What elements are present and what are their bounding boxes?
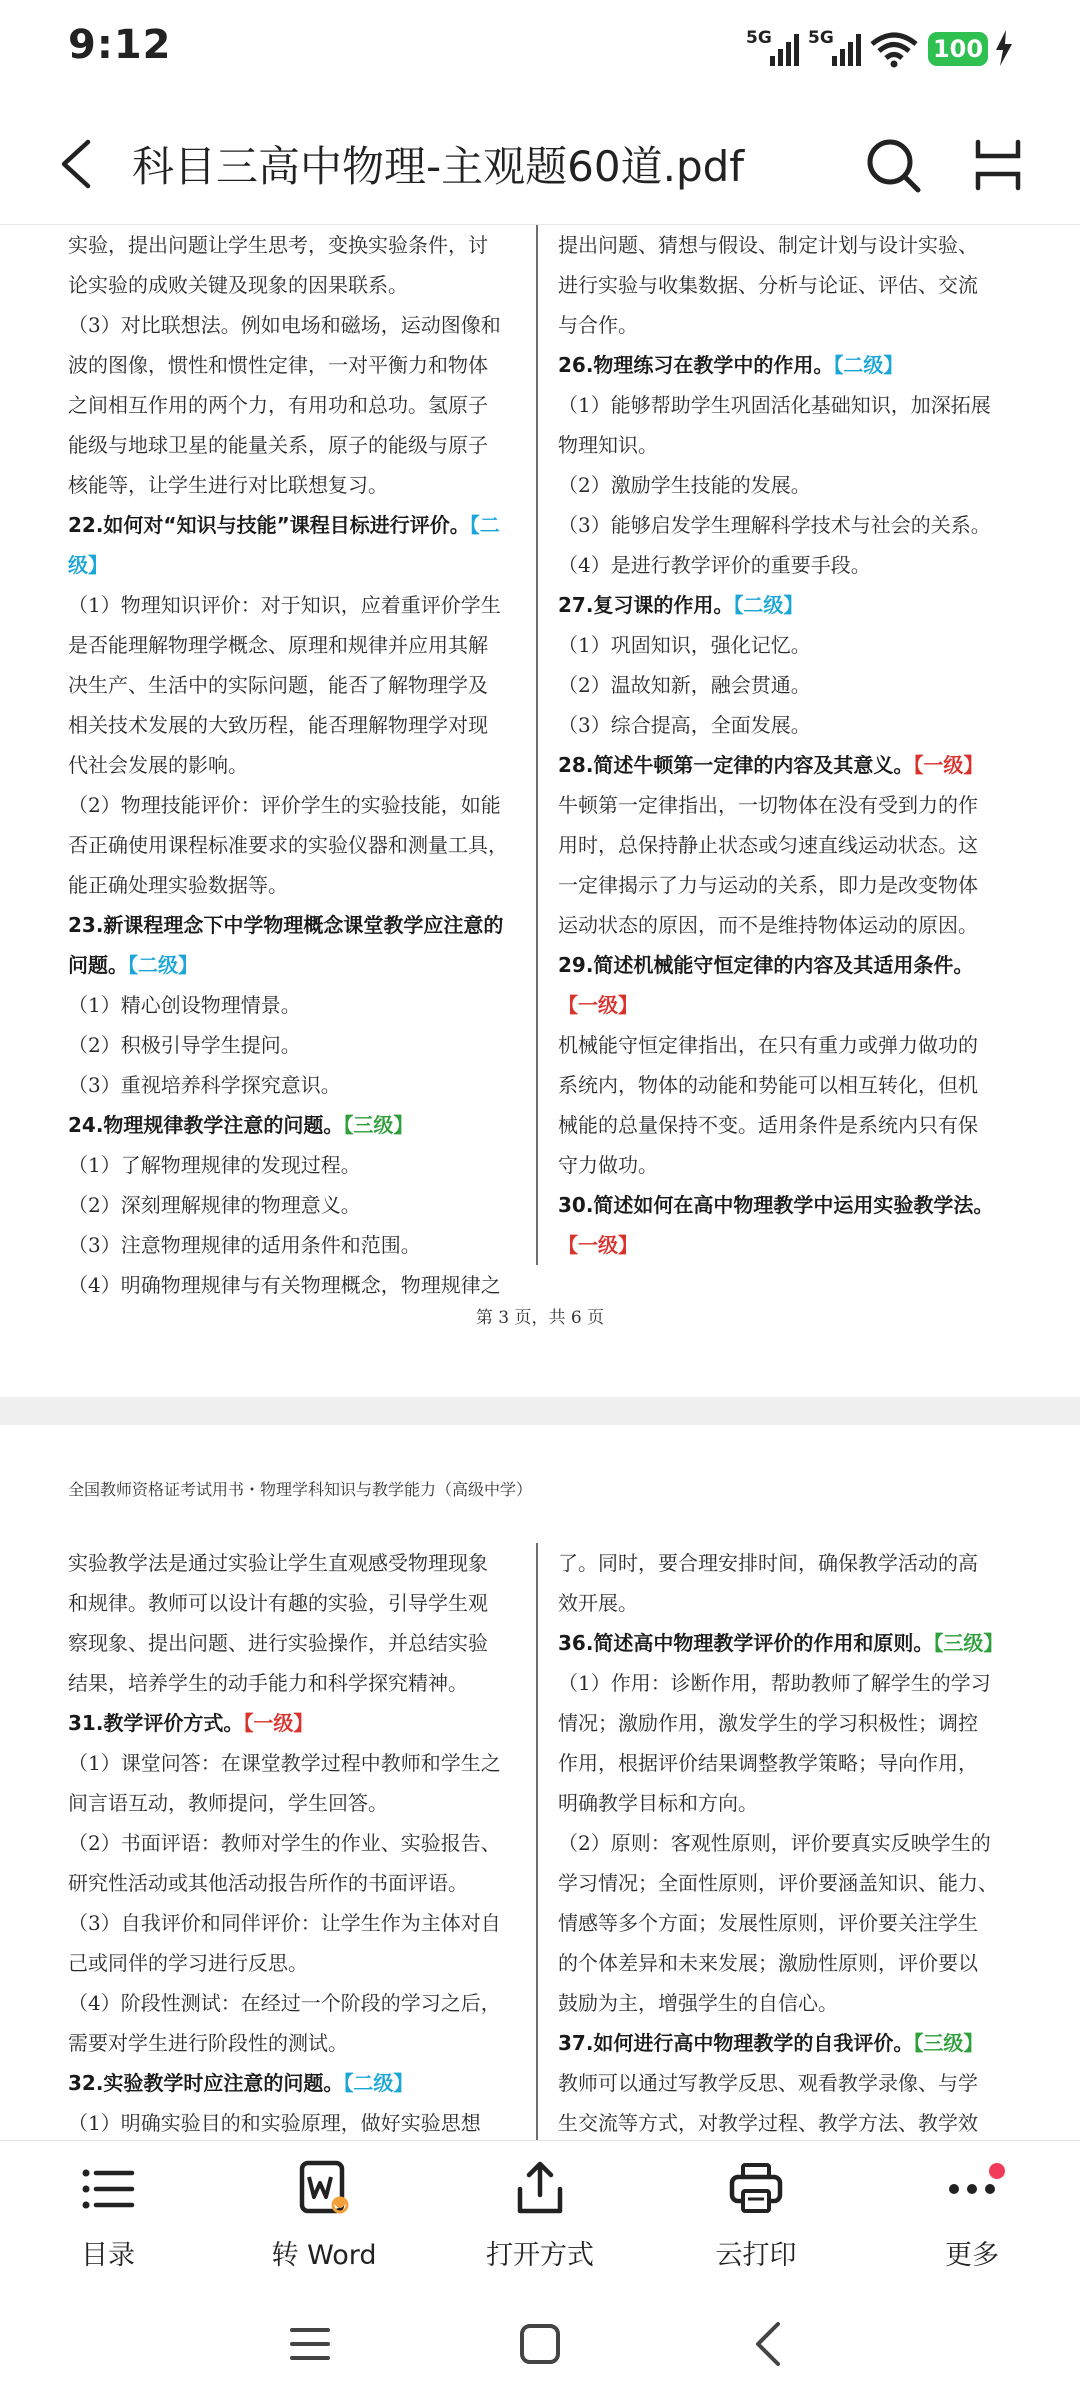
text-line: 研究性活动或其他活动报告所作的书面评语。 [68,1871,468,1895]
level-tag: 【一级】 [243,1711,314,1735]
text-line: 相关技术发展的大致历程，能否理解物理学对现 [68,713,488,737]
level-tag: 【二级】 [733,593,804,617]
text-line: 鼓励为主，增强学生的自信心。 [558,1991,838,2015]
text-line: （4）明确物理规律与有关物理概念，物理规律之 [68,1273,501,1297]
open-with-label: 打开方式 [486,2240,594,2271]
level-tag: 【二级】 [68,513,500,577]
text-line: 间言语互动，教师提问，学生回答。 [68,1791,388,1815]
text-line: 己或同伴的学习进行反思。 [68,1951,308,1975]
question-heading: 30.简述如何在高中物理教学中运用实验教学法。 [558,1193,994,1217]
text-line: （2）温故知新，融会贯通。 [558,673,811,697]
column-divider [536,1543,538,2140]
text-line: （4）是进行教学评价的重要手段。 [558,553,871,577]
right-column [558,1543,1016,2140]
text-line: 明确教学目标和方向。 [558,1791,758,1815]
text-line: 代社会发展的影响。 [68,753,248,777]
text-line: （1）课堂问答：在课堂教学过程中教师和学生之 [68,1751,501,1775]
text-line: 牛顿第一定律指出，一切物体在没有受到力的作 [558,793,978,817]
network-type-2: 5G [808,28,834,48]
text-line: 论实验的成败关键及现象的因果联系。 [68,273,408,297]
level-tag: 【一级】 [558,1233,638,1257]
text-line: 运动状态的原因，而不是维持物体运动的原因。 [558,913,978,937]
text-line: 实验，提出问题让学生思考，变换实验条件，讨 [68,233,488,257]
text-line: 察现象、提出问题、进行实验操作，并总结实验 [68,1631,488,1655]
pdf-page-4 [0,1425,1080,2140]
more-button[interactable] [897,2159,1047,2279]
network-type-1: 5G [746,28,772,48]
text-line: 一定律揭示了力与运动的关系，即力是改变物体 [558,873,978,897]
question-heading: 29.简述机械能守恒定律的内容及其适用条件。 [558,953,974,977]
text-line: 需要对学生进行阶段性的测试。 [68,2031,348,2055]
text-line: （2）积极引导学生提问。 [68,1033,301,1057]
text-line: （1）明确实验目的和实验原理，做好实验思想 [68,2111,481,2135]
printer-icon [726,2159,786,2219]
question-heading: 27.复习课的作用。【二级】 [558,593,804,617]
text-line: 波的图像，惯性和惯性定律，一对平衡力和物体 [68,353,488,377]
text-line: （3）注意物理规律的适用条件和范围。 [68,1233,421,1257]
system-nav-bar [0,2290,1080,2401]
text-line: （1）能够帮助学生巩固活化基础知识，加深拓展 [558,393,991,417]
text-line: 械能的总量保持不变。适用条件是系统内只有保 [558,1113,978,1137]
cloud-print-label: 云打印 [715,2240,797,2271]
document-title: 科目三高中物理-主观题60道.pdf [132,142,745,191]
view-mode-icon[interactable] [970,138,1026,192]
text-line: （4）阶段性测试：在经过一个阶段的学习之后， [68,1991,501,2015]
level-tag: 【三级】 [343,1113,414,1137]
text-line: 守力做功。 [558,1153,658,1177]
column-divider [536,225,538,1265]
text-line: 物理知识。 [558,433,658,457]
pdf-page-3 [0,225,1080,1397]
charging-icon [994,30,1014,66]
text-line: 机械能守恒定律指出，在只有重力或弹力做功的 [558,1033,978,1057]
list-icon [78,2159,138,2219]
toc-button[interactable] [33,2159,183,2279]
bottom-toolbar [0,2140,1080,2289]
text-line: （3）对比联想法。例如电场和磁场，运动图像和 [68,313,501,337]
text-line: 效开展。 [558,1591,638,1615]
open-with-button[interactable] [465,2159,615,2279]
battery-icon: 100 [928,32,988,66]
question-heading: 24.物理规律教学注意的问题。【三级】 [68,1113,414,1137]
text-line: 是否能理解物理学概念、原理和规律并应用其解 [68,633,488,657]
text-line: （1）精心创设物理情景。 [68,993,301,1017]
left-column [68,1543,526,2140]
text-line: （1）物理知识评价：对于知识，应着重评价学生 [68,593,501,617]
right-column [558,225,1016,1265]
document-viewer[interactable] [0,225,1080,2140]
app-bar [0,100,1080,225]
text-line: 系统内，物体的动能和势能可以相互转化，但机 [558,1073,978,1097]
menu-nav-icon[interactable] [284,2318,336,2370]
level-tag: 【一级】 [913,753,984,777]
question-heading: 36.简述高中物理教学评价的作用和原则。【三级】 [558,1631,1004,1655]
back-arrow-icon[interactable] [52,138,102,190]
level-tag: 【一级】 [558,993,638,1017]
toc-label: 目录 [81,2240,135,2271]
text-line: （3）重视培养科学探究意识。 [68,1073,341,1097]
text-line: 结果，培养学生的动手能力和科学探究精神。 [68,1671,468,1695]
text-line: （2）书面评语：教师对学生的作业、实验报告、 [68,1831,501,1855]
level-tag: 【二级】 [128,953,198,977]
text-line: （3）综合提高，全面发展。 [558,713,811,737]
text-line: （2）物理技能评价：评价学生的实验技能，如能 [68,793,501,817]
question-heading: 37.如何进行高中物理教学的自我评价。【三级】 [558,2031,984,2055]
text-line: 与合作。 [558,313,638,337]
text-line: （2）深刻理解规律的物理意义。 [68,1193,361,1217]
text-line: （3）自我评价和同伴评价：让学生作为主体对自 [68,1911,501,1935]
text-line: 情况；激励作用，激发学生的学习积极性；调控 [558,1711,978,1735]
text-line: 学习情况；全面性原则，评价要涵盖知识、能力、 [558,1871,998,1895]
more-label: 更多 [945,2240,999,2271]
text-line: 实验教学法是通过实验让学生直观感受物理现象 [68,1551,488,1575]
text-line: （1）作用：诊断作用，帮助教师了解学生的学习 [558,1671,991,1695]
status-bar [0,0,1080,100]
home-nav-icon[interactable] [514,2318,566,2370]
text-line: 教师可以通过写教学反思、观看教学录像、与学 [558,2071,978,2095]
text-line: 能正确处理实验数据等。 [68,873,288,897]
text-line: （1）了解物理规律的发现过程。 [68,1153,361,1177]
clock: 9:12 [68,22,172,68]
notification-dot [989,2163,1005,2179]
text-line: （2）激励学生技能的发展。 [558,473,811,497]
text-line: 情感等多个方面；发展性原则，评价要关注学生 [558,1911,978,1935]
running-head: 全国教师资格证考试用书・物理学科知识与教学能力（高级中学） [68,1480,533,1499]
level-tag: 【三级】 [913,2031,984,2055]
question-heading: 31.教学评价方式。【一级】 [68,1711,314,1735]
word-convert-icon [294,2159,354,2219]
text-line: 了。同时，要合理安排时间，确保教学活动的高 [558,1551,978,1575]
question-heading: 22.如何对“知识与技能”课程目标进行评价。【二级】 [68,513,500,577]
text-line: （1）巩固知识，强化记忆。 [558,633,811,657]
text-line: 能级与地球卫星的能量关系，原子的能级与原子 [68,433,488,457]
text-line: 和规律。教师可以设计有趣的实验，引导学生观 [68,1591,488,1615]
question-heading: 问题。【二级】 [68,953,198,977]
text-line: （2）原则：客观性原则，评价要真实反映学生的 [558,1831,991,1855]
text-line: 核能等，让学生进行对比联想复习。 [68,473,388,497]
text-line: 进行实验与收集数据、分析与论证、评估、交流 [558,273,978,297]
convert-word-button[interactable] [249,2159,399,2279]
text-line: 的个体差异和未来发展；激励性原则，评价要以 [558,1951,978,1975]
level-tag: 【二级】 [343,2071,414,2095]
search-icon[interactable] [864,136,922,194]
question-heading [558,985,1016,1025]
question-heading: 23.新课程理念下中学物理概念课堂教学应注意的 [68,913,504,937]
question-heading: 26.物理练习在教学中的作用。【二级】 [558,353,904,377]
text-line: 作用，根据评价结果调整教学策略；导向作用， [558,1751,978,1775]
question-heading [558,1225,1016,1265]
question-heading: 28.简述牛顿第一定律的内容及其意义。【一级】 [558,753,984,777]
text-line: 之间相互作用的两个力，有用功和总功。氢原子 [68,393,488,417]
level-tag: 【三级】 [933,1631,1004,1655]
convert-word-label: 转 Word [271,2240,377,2271]
text-line: 提出问题、猜想与假设、制定计划与设计实验、 [558,233,978,257]
level-tag: 【二级】 [833,353,904,377]
question-heading: 32.实验教学时应注意的问题。【二级】 [68,2071,414,2095]
text-line: 否正确使用课程标准要求的实验仪器和测量工具， [68,833,508,857]
wifi-icon [870,32,918,68]
text-line: 决生产、生活中的实际问题，能否了解物理学及 [68,673,488,697]
text-line: 生交流等方式，对教学过程、教学方法、教学效 [558,2111,978,2135]
cloud-print-button[interactable] [681,2159,831,2279]
page-number-footer: 第 3 页，共 6 页 [475,1308,605,1328]
text-line: 用时，总保持静止状态或匀速直线运动状态。这 [558,833,978,857]
left-column [68,225,526,1305]
back-nav-icon[interactable] [744,2318,796,2370]
share-icon [510,2159,570,2219]
text-line: （3）能够启发学生理解科学技术与社会的关系。 [558,513,991,537]
